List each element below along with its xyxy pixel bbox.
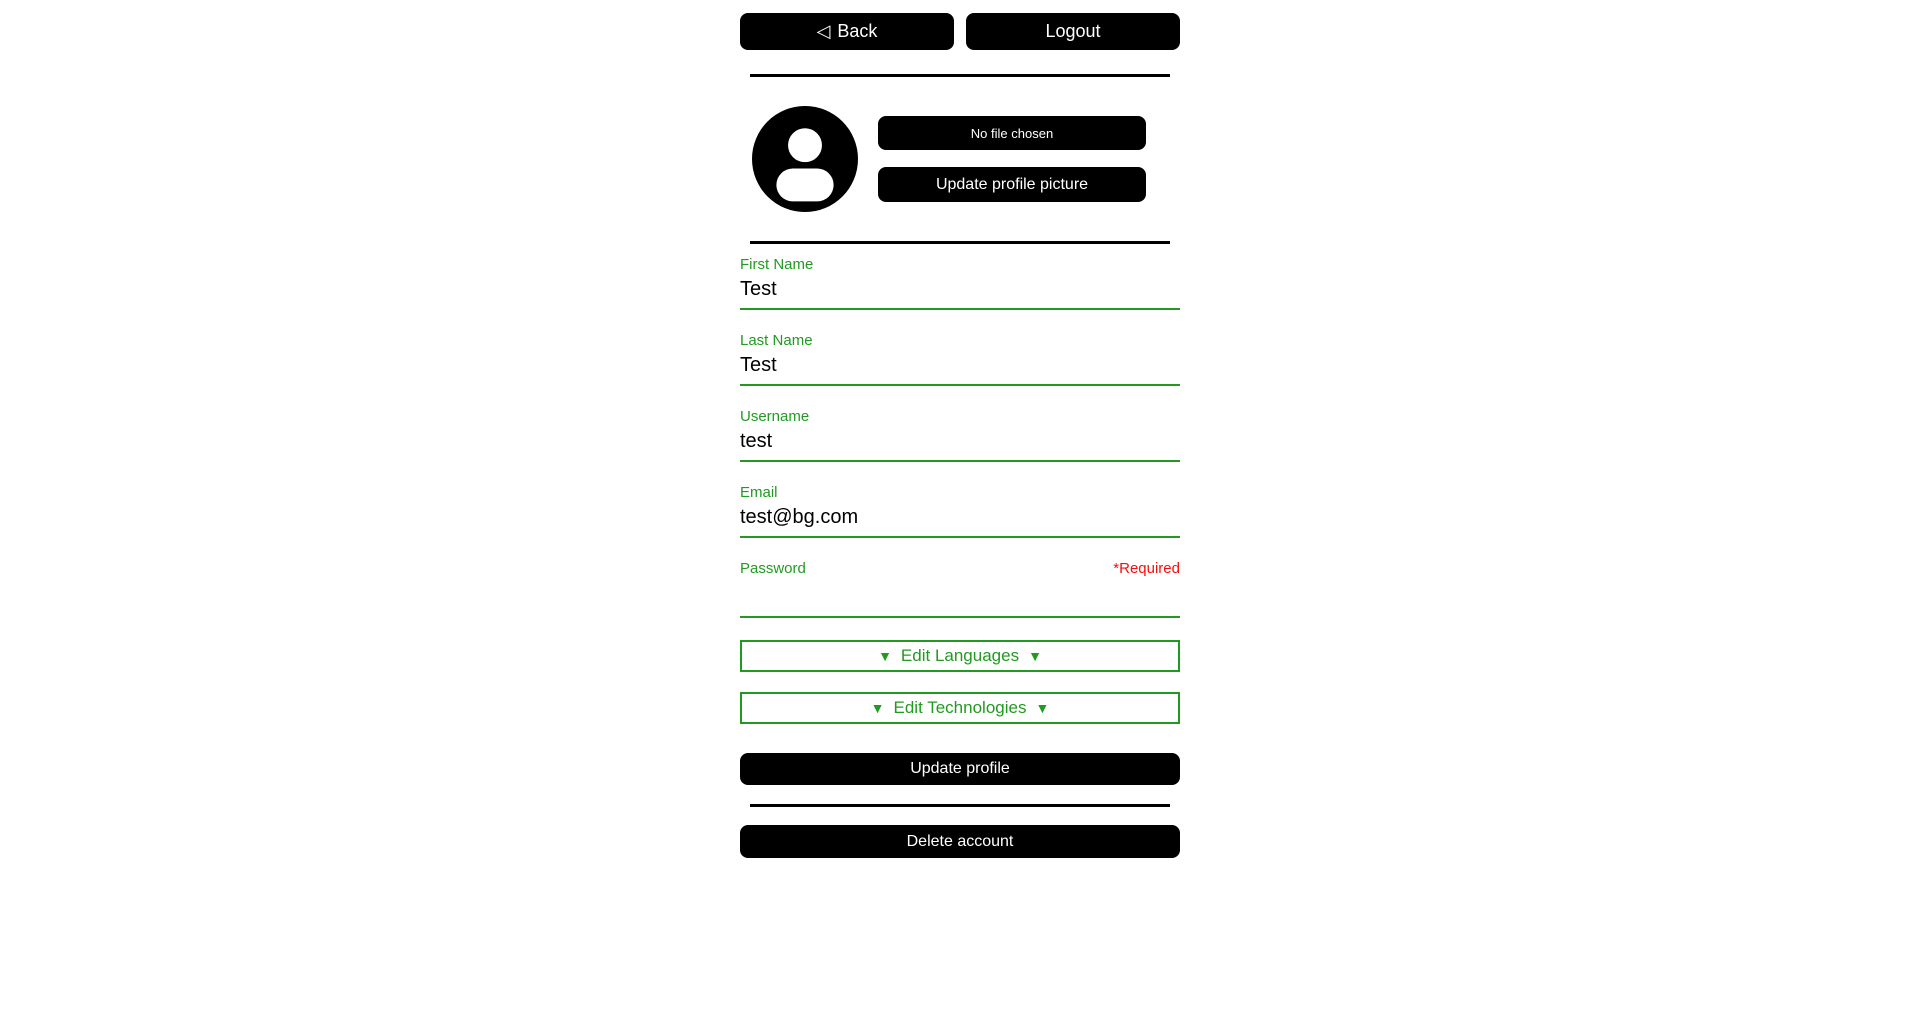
edit-technologies-label: Edit Technologies bbox=[893, 698, 1027, 717]
divider bbox=[750, 804, 1170, 807]
update-profile-picture-button[interactable] bbox=[878, 167, 1146, 202]
avatar bbox=[752, 106, 858, 212]
update-profile-button[interactable] bbox=[740, 753, 1180, 785]
username-label: Username bbox=[740, 408, 810, 425]
topbar bbox=[740, 13, 1180, 50]
divider bbox=[750, 74, 1170, 77]
edit-technologies-button[interactable] bbox=[740, 692, 1180, 724]
required-note: *Required bbox=[1113, 560, 1180, 577]
edit-languages-label: Edit Languages bbox=[900, 646, 1020, 665]
email-field bbox=[740, 484, 1180, 538]
logout-button-label: Logout bbox=[1045, 21, 1101, 41]
update-profile-picture-label: Update profile picture bbox=[935, 175, 1089, 193]
password-field bbox=[740, 560, 1180, 618]
chevron-down-icon: ▼ bbox=[870, 700, 885, 716]
file-input-button[interactable] bbox=[878, 116, 1146, 150]
email-input[interactable] bbox=[740, 501, 1180, 538]
username-input[interactable] bbox=[740, 425, 1180, 462]
last-name-field bbox=[740, 332, 1180, 386]
password-label: Password bbox=[740, 560, 806, 577]
profile-picture-section bbox=[752, 106, 1180, 212]
first-name-field bbox=[740, 256, 1180, 310]
last-name-label: Last Name bbox=[740, 332, 813, 349]
chevron-down-icon: ▼ bbox=[1028, 648, 1042, 664]
delete-account-label: Delete account bbox=[906, 832, 1014, 850]
first-name-label: First Name bbox=[740, 256, 814, 273]
back-button-label: Back bbox=[837, 21, 878, 41]
password-input[interactable] bbox=[740, 577, 1180, 618]
update-profile-label: Update profile bbox=[910, 760, 1010, 777]
back-button[interactable] bbox=[740, 13, 954, 50]
profile-edit-page bbox=[740, 0, 1180, 858]
first-name-input[interactable] bbox=[740, 273, 1180, 310]
last-name-input[interactable] bbox=[740, 349, 1180, 386]
divider bbox=[750, 241, 1170, 244]
delete-account-button[interactable] bbox=[740, 825, 1180, 858]
username-field bbox=[740, 408, 1180, 462]
profile-form bbox=[740, 256, 1180, 785]
picture-buttons bbox=[878, 116, 1146, 202]
file-input-label: No file chosen bbox=[970, 125, 1054, 141]
logout-button[interactable] bbox=[966, 13, 1180, 50]
chevron-down-icon: ▼ bbox=[1035, 700, 1050, 716]
back-arrow-icon: ◁ bbox=[816, 21, 831, 41]
chevron-down-icon: ▼ bbox=[878, 648, 892, 664]
edit-languages-button[interactable] bbox=[740, 640, 1180, 672]
email-label: Email bbox=[740, 484, 778, 501]
